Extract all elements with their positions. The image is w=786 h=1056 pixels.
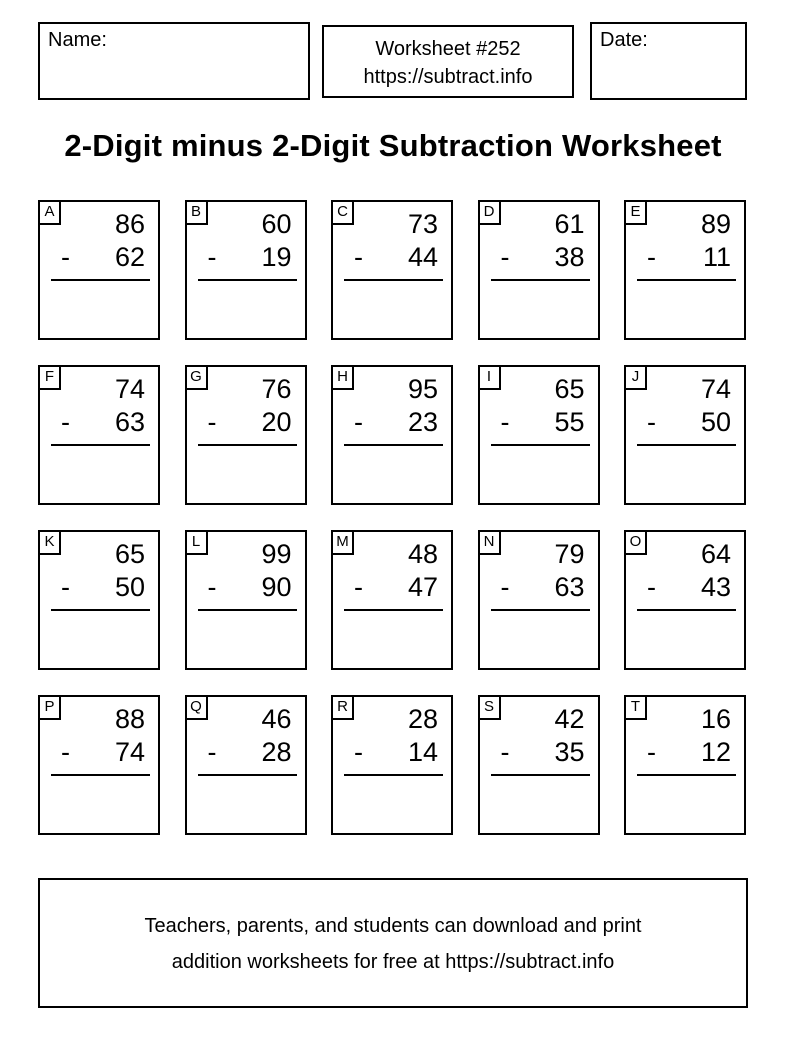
minus-operator: - [61, 407, 70, 437]
answer-line [344, 609, 443, 611]
minuend-value: 95 [407, 374, 438, 404]
subtrahend-value: 47 [407, 572, 438, 602]
answer-space [628, 779, 742, 831]
answer-line [198, 444, 297, 446]
answer-line [491, 774, 590, 776]
problem-cell [331, 530, 453, 670]
problem-label: F [38, 365, 61, 390]
minus-operator: - [354, 572, 363, 602]
subtrahend-value: 23 [407, 407, 438, 437]
minuend-value: 46 [261, 704, 292, 734]
problem-label: K [38, 530, 61, 555]
worksheet-url: https://subtract.info [363, 66, 533, 88]
subtrahend-value: 28 [261, 737, 292, 767]
answer-space [628, 449, 742, 501]
problem-cell [478, 695, 600, 835]
problem-cell [331, 695, 453, 835]
problem-label: J [624, 365, 647, 390]
problem-label: G [185, 365, 208, 390]
problem-cell [478, 530, 600, 670]
answer-line [51, 279, 150, 281]
problem-cell [185, 695, 307, 835]
problem-cell [38, 200, 160, 340]
problem-label: S [478, 695, 501, 720]
problem-cell [478, 365, 600, 505]
problem-cell [38, 530, 160, 670]
minuend-value: 79 [554, 539, 585, 569]
answer-line [491, 444, 590, 446]
subtrahend-value: 50 [114, 572, 145, 602]
minus-operator: - [207, 737, 217, 767]
name-field-box [38, 22, 310, 100]
minus-operator: - [500, 737, 510, 767]
minuend-value: 60 [261, 209, 292, 239]
problem-label: Q [185, 695, 208, 720]
subtrahend-value: 38 [554, 242, 585, 272]
minuend-value: 16 [700, 704, 731, 734]
subtrahend-value: 74 [114, 737, 145, 767]
minuend-value: 86 [114, 209, 145, 239]
problem-cell [185, 365, 307, 505]
minus-operator: - [207, 572, 217, 602]
minus-operator: - [647, 407, 656, 437]
answer-space [42, 284, 156, 336]
minuend-value: 99 [261, 539, 292, 569]
minuend-value: 28 [407, 704, 438, 734]
answer-line [51, 774, 150, 776]
minuend-value: 89 [700, 209, 731, 239]
minus-operator: - [61, 737, 70, 767]
minuend-value: 64 [700, 539, 731, 569]
minuend-value: 42 [554, 704, 585, 734]
problem-label: T [624, 695, 647, 720]
minuend-value: 76 [261, 374, 292, 404]
answer-line [637, 444, 736, 446]
minus-operator: - [647, 242, 656, 272]
subtrahend-value: 63 [114, 407, 145, 437]
footer-box [38, 878, 748, 1008]
minus-operator: - [61, 572, 70, 602]
answer-line [491, 609, 590, 611]
answer-space [42, 449, 156, 501]
answer-line [198, 774, 297, 776]
date-label: Date: [600, 29, 648, 51]
answer-space [42, 614, 156, 666]
problem-label: D [478, 200, 501, 225]
problem-cell [478, 200, 600, 340]
minus-operator: - [61, 242, 70, 272]
minus-operator: - [354, 407, 363, 437]
answer-line [198, 279, 297, 281]
answer-line [198, 609, 297, 611]
problem-label: A [38, 200, 61, 225]
answer-space [482, 449, 596, 501]
answer-line [51, 609, 150, 611]
problem-cell [185, 200, 307, 340]
problem-cell [38, 365, 160, 505]
problem-label: R [331, 695, 354, 720]
answer-space [335, 614, 449, 666]
answer-space [482, 779, 596, 831]
minus-operator: - [354, 737, 363, 767]
problem-cell [38, 695, 160, 835]
answer-space [189, 614, 303, 666]
answer-line [51, 444, 150, 446]
answer-space [335, 284, 449, 336]
minuend-value: 74 [700, 374, 731, 404]
minuend-value: 65 [114, 539, 145, 569]
problem-cell [624, 695, 746, 835]
subtrahend-value: 20 [261, 407, 292, 437]
answer-line [637, 279, 736, 281]
minus-operator: - [354, 242, 363, 272]
answer-line [344, 774, 443, 776]
subtrahend-value: 35 [554, 737, 585, 767]
worksheet-number: Worksheet #252 [375, 38, 521, 60]
subtrahend-value: 55 [554, 407, 585, 437]
problem-label: B [185, 200, 208, 225]
answer-space [482, 614, 596, 666]
subtrahend-value: 90 [261, 572, 292, 602]
minuend-value: 48 [407, 539, 438, 569]
page-title: 2-Digit minus 2-Digit Subtraction Worksheet [64, 128, 722, 163]
subtrahend-value: 63 [554, 572, 585, 602]
minus-operator: - [500, 242, 510, 272]
subtrahend-value: 14 [407, 737, 438, 767]
answer-line [637, 609, 736, 611]
answer-space [628, 284, 742, 336]
footer-line-1: Teachers, parents, and students can download and print [144, 915, 642, 937]
problem-label: M [331, 530, 354, 555]
answer-space [42, 779, 156, 831]
problem-label: C [331, 200, 354, 225]
footer-line-2: addition worksheets for free at https://subtract.info [171, 951, 615, 973]
subtrahend-value: 44 [407, 242, 438, 272]
problem-label: O [624, 530, 647, 555]
answer-space [482, 284, 596, 336]
problems-grid [38, 200, 746, 835]
answer-line [344, 444, 443, 446]
answer-space [335, 449, 449, 501]
problem-cell [331, 200, 453, 340]
problem-label: P [38, 695, 61, 720]
date-field-box [590, 22, 747, 100]
problem-label: L [185, 530, 208, 555]
answer-line [491, 279, 590, 281]
problem-cell [624, 530, 746, 670]
minus-operator: - [647, 737, 656, 767]
minuend-value: 65 [554, 374, 585, 404]
name-label: Name: [48, 29, 107, 51]
minuend-value: 73 [407, 209, 438, 239]
minus-operator: - [500, 572, 510, 602]
worksheet-info-box [322, 25, 574, 98]
minuend-value: 74 [114, 374, 145, 404]
answer-space [628, 614, 742, 666]
answer-space [335, 779, 449, 831]
subtrahend-value: 62 [114, 242, 145, 272]
problem-cell [624, 200, 746, 340]
minus-operator: - [647, 572, 656, 602]
problem-label: I [478, 365, 501, 390]
problem-cell [331, 365, 453, 505]
subtrahend-value: 50 [700, 407, 731, 437]
answer-space [189, 779, 303, 831]
minus-operator: - [207, 242, 217, 272]
minus-operator: - [207, 407, 217, 437]
answer-line [637, 774, 736, 776]
problem-label: H [331, 365, 354, 390]
problem-cell [185, 530, 307, 670]
answer-space [189, 449, 303, 501]
answer-line [344, 279, 443, 281]
problem-label: E [624, 200, 647, 225]
subtrahend-value: 19 [261, 242, 292, 272]
problem-label: N [478, 530, 501, 555]
subtrahend-value: 12 [700, 737, 731, 767]
minus-operator: - [500, 407, 510, 437]
subtrahend-value: 11 [702, 242, 731, 272]
subtrahend-value: 43 [700, 572, 731, 602]
problem-cell [624, 365, 746, 505]
minuend-value: 88 [114, 704, 145, 734]
answer-space [189, 284, 303, 336]
minuend-value: 61 [554, 209, 585, 239]
